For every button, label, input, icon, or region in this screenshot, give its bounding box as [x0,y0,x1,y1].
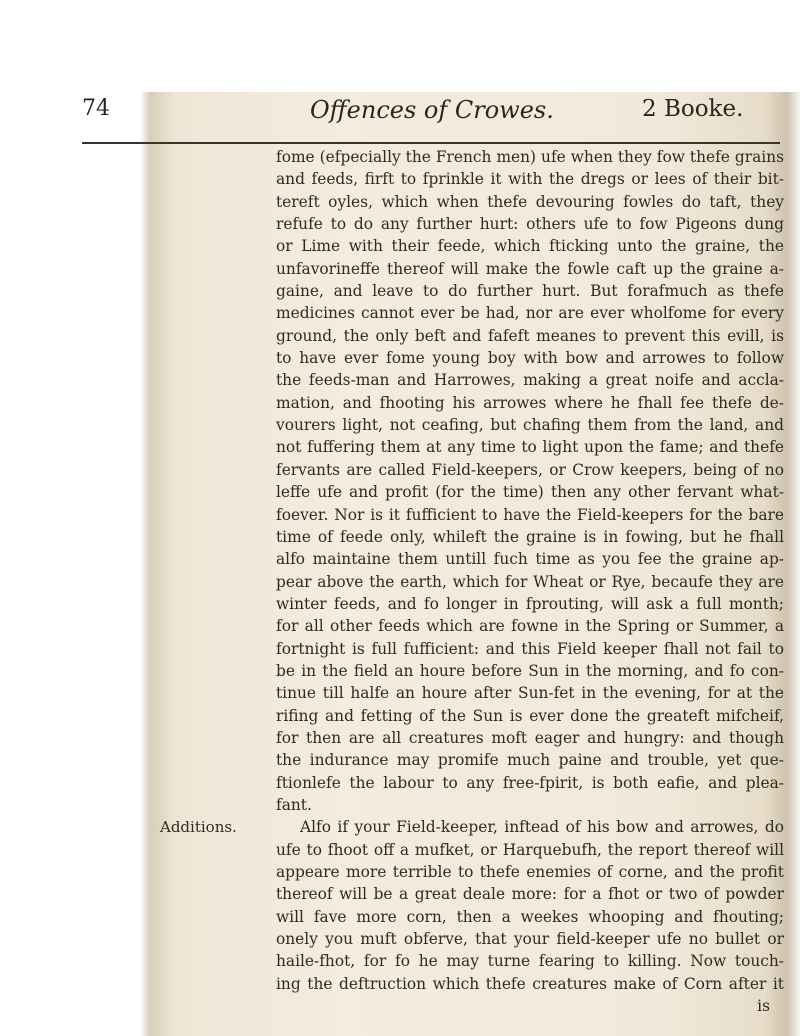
text-line: vourers light, not ceafing, but chafing them from the land, and [276,416,784,435]
text-line: tereft oyles, which when thefe devouring fowles do taft, they [276,192,784,211]
text-line: mation, and fhooting his arrowes where he fhall fee thefe de- [276,393,784,412]
text-line: thereof will be a great deale more: for a fhot or two of powder [276,885,784,904]
text-line: foever. Nor is it fufficient to have the Field-keepers for the bare [276,505,784,524]
text-line: be in the field an houre before Sun in the morning, and fo con- [276,661,784,680]
text-line: tinue till halfe an houre after Sun-fet in the evening, for at the [276,684,784,703]
running-title: Offences of Crowes. [310,96,554,124]
text-line: haile-fhot, for fo he may turne fearing to killing. Now touch- [276,952,784,971]
text-line: appeare more terrible to thefe enemies of corne, and the profit [276,863,784,881]
text-line: ufe to fhoot off a mufket, or Harquebufh, the report thereof will [276,840,784,859]
text-line: ground, the only beft and fafeft meanes to prevent this evill, is [276,326,784,345]
catchword: is [757,997,770,1016]
text-line: not fuffering them at any time to light upon the fame; and thefe [276,438,784,457]
page-number: 74 [82,96,110,121]
text-line: for all other feeds which are fowne in the Spring or Summer, a [276,617,784,636]
page-header [82,96,774,142]
text-line: or Lime with their feede, which fticking unto the graine, the [276,237,784,256]
text-line: leffe ufe and profit (for the time) then any other fervant what- [276,483,784,502]
text-line: unfavorineffe thereof will make the fowle caft up the graine a- [276,259,784,278]
text-line: onely you muft obferve, that your field-keeper ufe no bullet or [276,930,784,949]
text-line: Alfo if your Field-keeper, inftead of his bow and arrowes, do [300,818,784,837]
text-line: for then are all creatures moft eager and hungry: and though [276,728,784,747]
header-rule [82,142,780,144]
text-line: pear above the earth, which for Wheat or Rye, becaufe they are [276,572,784,591]
text-line: fome (efpecially the French men) ufe when they fow thefe grains [276,148,784,166]
text-line: fervants are called Field-keepers, or Crow keepers, being of no [276,460,784,479]
text-line: gaine, and leave to do further hurt. But forafmuch as thefe [276,282,784,301]
text-line: rifing and fetting of the Sun is ever done the greateft mifcheif, [276,706,784,725]
body-text [276,146,784,1017]
margin-note: Additions. [160,818,237,836]
text-line: fortnight is full fufficient: and this Field keeper fhall not fail to [276,639,784,658]
text-line: fant. [276,795,312,814]
page-edge-shadow [786,92,800,1036]
text-line: alfo maintaine them untill fuch time as you fee the graine ap- [276,550,784,569]
text-line: refufe to do any further hurt: others ufe to fow Pigeons dung [276,215,784,234]
text-line: ftionlefe the labour to any free-fpirit, is both eafie, and plea- [276,773,784,792]
text-line: will fave more corn, then a weekes whooping and fhouting; [276,907,784,926]
book-label: 2 Booke. [642,96,744,122]
text-line: to have ever fome young boy with bow and arrowes to follow [276,349,784,368]
text-line: the feeds-man and Harrowes, making a great noife and accla- [276,371,784,390]
text-line: and feeds, firft to fprinkle it with the dregs or lees of their bit- [276,170,784,189]
text-line: ing the deftruction which thefe creatures make of Corn after it [276,974,784,993]
text-line: time of feede only, whileft the graine is in fowing, but he fhall [276,527,784,546]
text-line: the indurance may promife much paine and trouble, yet que- [276,751,784,770]
text-line: medicines cannot ever be had, nor are ever wholfome for every [276,304,784,323]
text-line: winter feeds, and fo longer in fprouting, will ask a full month; [276,594,784,613]
